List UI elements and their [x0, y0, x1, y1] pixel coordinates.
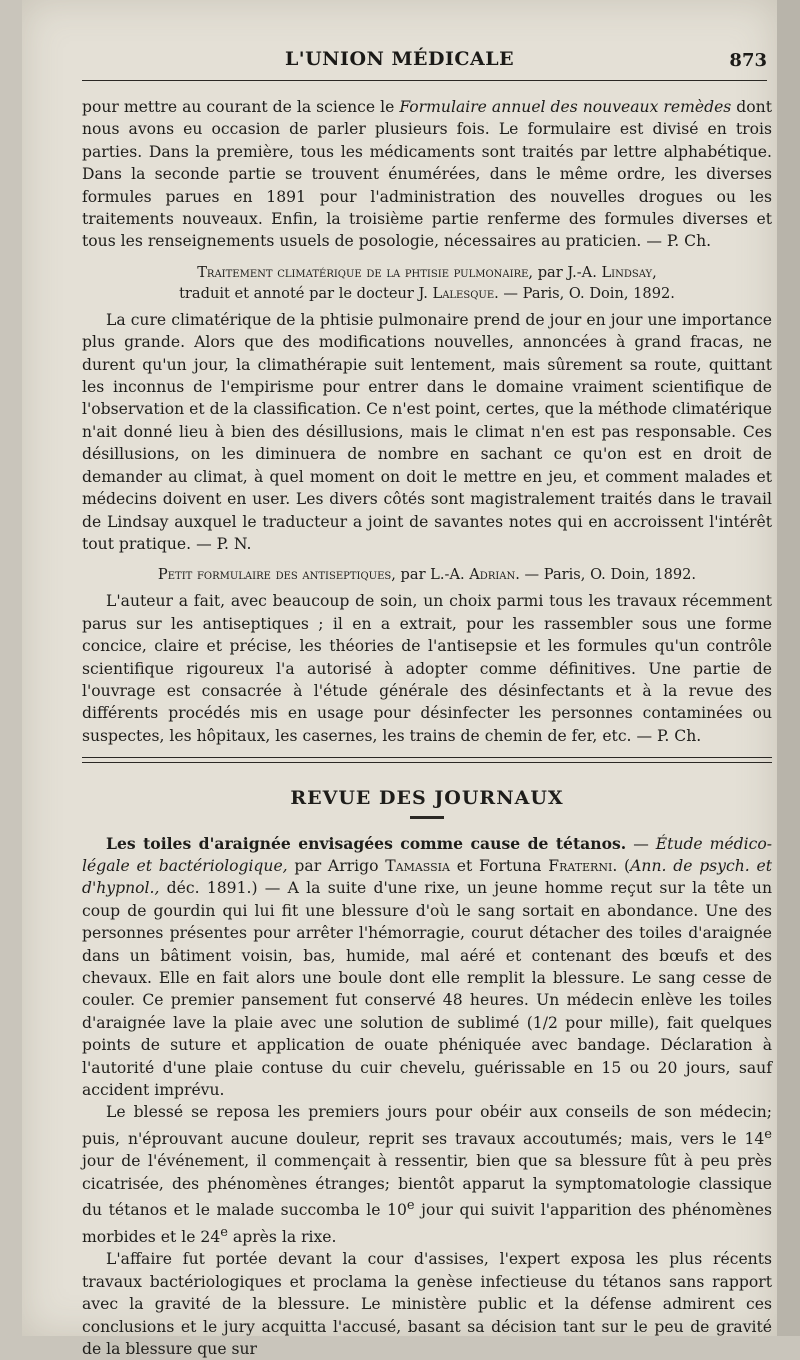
- book-title: Formulaire annuel des nouveaux remèdes: [399, 98, 732, 116]
- heading-by: par J.-A.: [533, 263, 602, 281]
- article-text: jour de l'événement, il commençait à ressentir, bien que sa blessure fût à peu près cicatrisée, des phénomènes étranges; bientôt apparut la symptomatologie classique du tétanos et le malade succomba le 10: [82, 1152, 772, 1220]
- page-edge: [777, 0, 800, 1336]
- article-text: — A la suite d'une rixe, un jeune homme reçut sur la tête un coup de gourdin qui lui fit une blessure d'où le sang sortait en abondance. Une des personnes présentes pour arrêter l'hémorragie, courut détacher des toiles d'araignée dans un bâtiment voisin, bas, humide, mal aéré et contenant des bœufs et des chevaux. Elle en fait alors une boule dont elle remplit la blessure. Le sang cesse de couler. Ce premier pansement fut conservé 48 heures. Un médecin enlève les toiles d'araignée lave la plaie avec une solution de sublimé (1/2 pour mille), fait quelques points de suture et application de ouate phéniquée avec bandage. Déclaration à l'autorité d'une plaie contuse du cuir chevelu, guérissable en 15 ou 20 jours, sauf accident imprévu.: [82, 879, 772, 1100]
- article-paragraph-3: L'affaire fut portée devant la cour d'assises, l'expert exposa les plus récents travaux bactériologiques et proclama la genèse infectieuse du tétanos sans rapport avec la gravité de la blessure. Le ministère public et la défense admirent ces conclusions et le jury acquitta l'accusé, basant sa décision tant sur le peu de gravité de la blessure que sur: [82, 1250, 772, 1359]
- review-text: pour mettre au courant de la science le: [82, 98, 400, 116]
- review-heading-antiseptiques: [82, 564, 772, 585]
- page-number: 873: [729, 50, 767, 71]
- publisher-info: — Paris, O. Doin, 1892.: [498, 284, 675, 302]
- article-text: Le blessé se reposa les premiers jours pour obéir aux conseils de son médecin; puis, n'éprouvant aucune douleur, reprit ses travaux accoutumés; mais, vers le 14: [82, 1103, 772, 1149]
- article-author: Fraterni.: [548, 856, 618, 875]
- article-and: et Fortuna: [449, 856, 549, 875]
- ordinal-suffix: e: [764, 1126, 772, 1142]
- review-signature: — P. N.: [191, 534, 252, 553]
- heading-by: par L.-A.: [395, 566, 470, 584]
- page-content: [82, 96, 772, 1360]
- review-signature: — P. Ch.: [631, 726, 702, 745]
- page-header: [22, 48, 777, 78]
- article-paragraph-2: [82, 1101, 772, 1248]
- article-dash: —: [626, 834, 656, 853]
- book-title: Traitement climatérique de la phtisie pulmonaire,: [197, 263, 534, 281]
- article-author: Tamassia: [385, 856, 450, 875]
- publisher-info: — Paris, O. Doin, 1892.: [519, 566, 697, 584]
- header-rule: [82, 80, 767, 81]
- ordinal-suffix: e: [406, 1198, 415, 1214]
- review-text: La cure climatérique de la phtisie pulmonaire prend de jour en jour une importance plus grande. Alors que des modifications nouvelles, annoncées à grand fracas, ne durent qu'un jour, la climathérapie suit lentement, mais sûrement sa route, quittant les inconnus de l'empirisme pour entrer dans le domaine vraiment scientifique de l'observation et de la classification. Ce n'est point, certes, que la méthode climatérique n'ait donné lieu à bien des désillusions, mais le climat n'en est pas responsable. Ces désillusions, on les diminuera de nombre en sachant ce qu'on est en droit de demander au climat, à quel moment on doit le mettre en jeu, et comment malades et médecins doivent en user. Les divers côtés sont magistralement traités dans le travail de Lindsay auxquel le traducteur a joint de savantes notes qui en accroissent l'intérêt tout pratique.: [82, 310, 772, 553]
- book-title: Petit formulaire des antiseptiques,: [157, 566, 396, 584]
- review-text: L'auteur a fait, avec beaucoup de soin, un choix parmi tous les travaux récemment parus sur les antiseptiques ; il en a extrait, pour les rassembler sous une forme concice, claire et précise, les théories de l'antisepsie et les formules qu'un contrôle scientifique rigoureux l'a autorisé à adopter comme définitives. Une partie de l'ouvrage est consacrée à l'étude générale des désinfectants et à la revue des différents procédés mis en usage pour désinfecter les personnes contaminées ou suspectes, les hôpitaux, les casernes, les trains de chemin de fer, etc.: [82, 592, 772, 745]
- article-by: par Arrigo: [287, 856, 386, 875]
- article-source-date: déc. 1891.): [159, 879, 258, 898]
- journal-page: [22, 0, 777, 1359]
- review-formulaire-annuel: [82, 96, 772, 253]
- section-title-underline: [410, 816, 444, 819]
- running-title: L'UNION MÉDICALE: [284, 48, 515, 70]
- review-signature: — P. Ch.: [641, 232, 712, 251]
- translator-name: Lalesque.: [432, 284, 499, 302]
- ordinal-suffix: e: [220, 1224, 228, 1240]
- review-heading-climatotherapie: [82, 262, 772, 304]
- article-source: Ann. de psych. et d'hypnol.,: [82, 856, 772, 898]
- review-antiseptiques: [82, 590, 772, 747]
- article-text: après la rixe.: [227, 1228, 337, 1247]
- book-author: Lindsay,: [601, 263, 657, 281]
- review-climatotherapie: [82, 309, 772, 555]
- section-divider: [82, 757, 772, 763]
- book-author: Adrian.: [469, 566, 520, 584]
- article-paragraph-1: [82, 833, 772, 1102]
- heading-translator: traduit et annoté par le docteur J.: [179, 284, 433, 302]
- article-text: jour qui suivit l'apparition des phénomènes morbides et le 24: [82, 1201, 773, 1247]
- section-title: REVUE DES JOURNAUX: [290, 787, 564, 810]
- article-subtitle: Étude médico-légale et bactériologique,: [82, 834, 772, 875]
- review-text: dont nous avons eu occasion de parler plusieurs fois. Le formulaire est divisé en trois parties. Dans la première, tous les médicaments sont traités par lettre alphabétique. Dans la seconde partie se trouvent énumérées, dans le même ordre, les diverses formules parues en 1891 pour l'administration des nouvelles drogues ou les traitements nouveaux. Enfin, la troisième partie renferme des formules diverses et tous les renseignements usuels de posologie, nécessaires au praticien.: [82, 98, 772, 251]
- source-open: (: [617, 856, 631, 875]
- article-title: Les toiles d'araignée envisagées comme cause de tétanos.: [106, 833, 627, 853]
